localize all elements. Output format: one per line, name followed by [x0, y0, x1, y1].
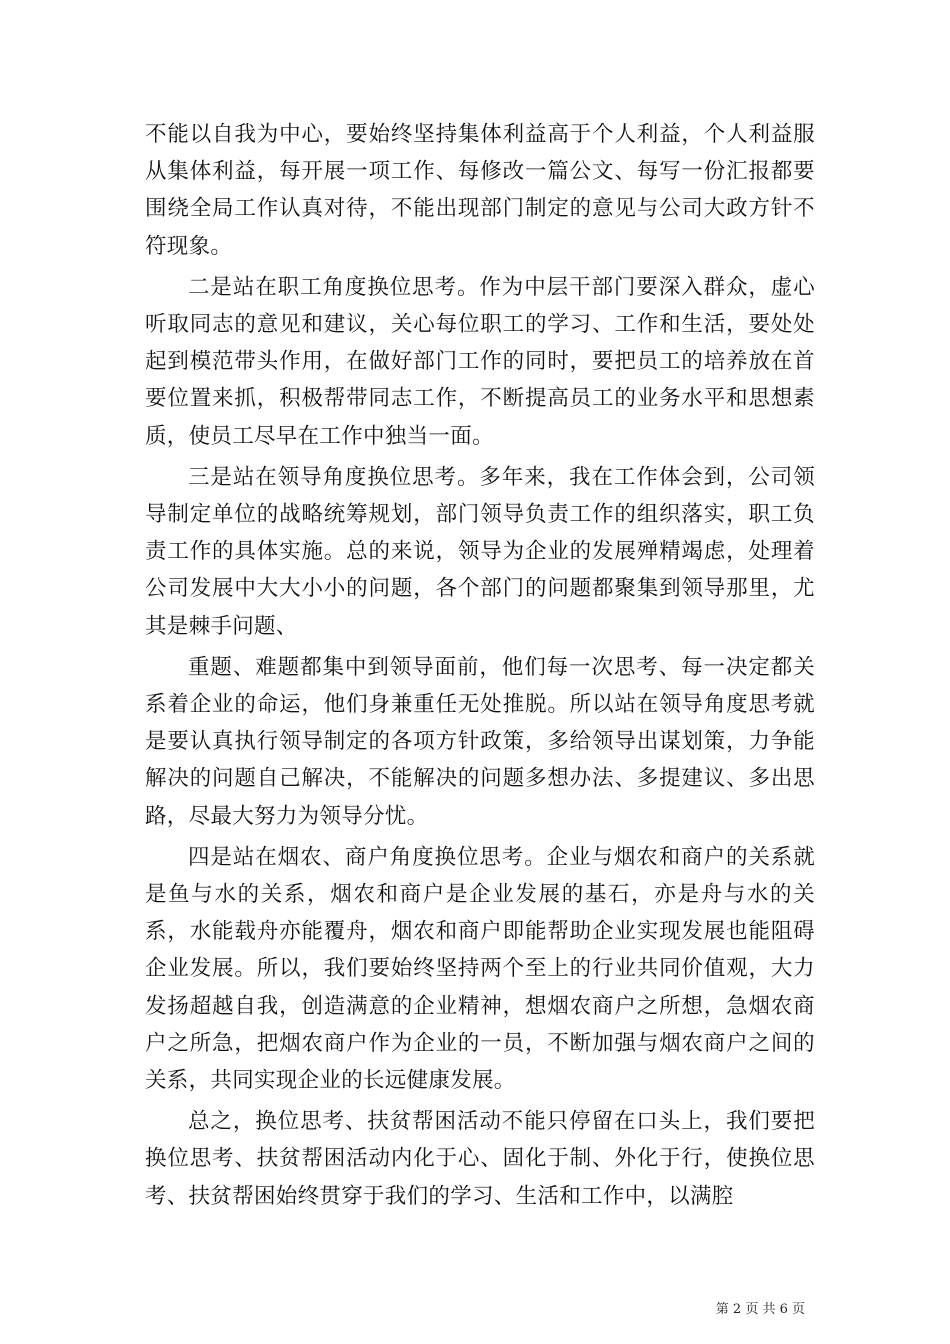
document-body	[145, 116, 815, 1219]
paragraph-leader-perspective: 三是站在领导角度换位思考。多年来，我在工作体会到，公司领导制定单位的战略统筹规划，部门领导负责工作的组织落实，职工负责工作的具体实施。总的来说，领导为企业的发展殚精竭虑，处理着公司发展中大大小小的问题，各个部门的问题都聚集到领导那里，尤其是棘手问题、	[145, 464, 815, 639]
paragraph-employee-perspective: 二是站在职工角度换位思考。作为中层干部门要深入群众，虚心听取同志的意见和建议，关心每位职工的学习、工作和生活，要处处起到模范带头作用，在做好部门工作的同时，要把员工的培养放在首要位置来抓，积极帮带同志工作，不断提高员工的业务水平和思想素质，使员工尽早在工作中独当一面。	[145, 274, 815, 449]
paragraph-farmer-merchant-perspective: 四是站在烟农、商户角度换位思考。企业与烟农和商户的关系就是鱼与水的关系，烟农和商户是企业发展的基石，亦是舟与水的关系，水能载舟亦能覆舟，烟农和商户即能帮助企业实现发展也能阻碍企业发展。所以，我们要始终坚持两个至上的行业共同价值观，大力发扬超越自我，创造满意的企业精神，想烟农商户之所想，急烟农商户之所急，把烟农商户作为企业的一员，不断加强与烟农商户之间的关系，共同实现企业的长远健康发展。	[145, 844, 815, 1094]
page-number-footer: 第 2 页 共 6 页	[715, 1302, 805, 1317]
paragraph-continuation: 不能以自我为中心，要始终坚持集体利益高于个人利益，个人利益服从集体利益，每开展一项工作、每修改一篇公文、每写一份汇报都要围绕全局工作认真对待，不能出现部门制定的意见与公司大政方针不符现象。	[145, 122, 815, 259]
paragraph-leader-perspective-cont: 重题、难题都集中到领导面前，他们每一次思考、每一决定都关系着企业的命运，他们身兼重任无处推脱。所以站在领导角度思考就是要认真执行领导制定的各项方针政策，多给领导出谋划策，力争能解决的问题自己解决，不能解决的问题多想办法、多提建议、多出思路，尽最大努力为领导分忧。	[145, 654, 815, 829]
paragraph-conclusion: 总之，换位思考、扶贫帮困活动不能只停留在口头上，我们要把换位思考、扶贫帮困活动内化于心、固化于制、外化于行，使换位思考、扶贫帮困始终贯穿于我们的学习、生活和工作中，以满腔	[145, 1109, 815, 1209]
